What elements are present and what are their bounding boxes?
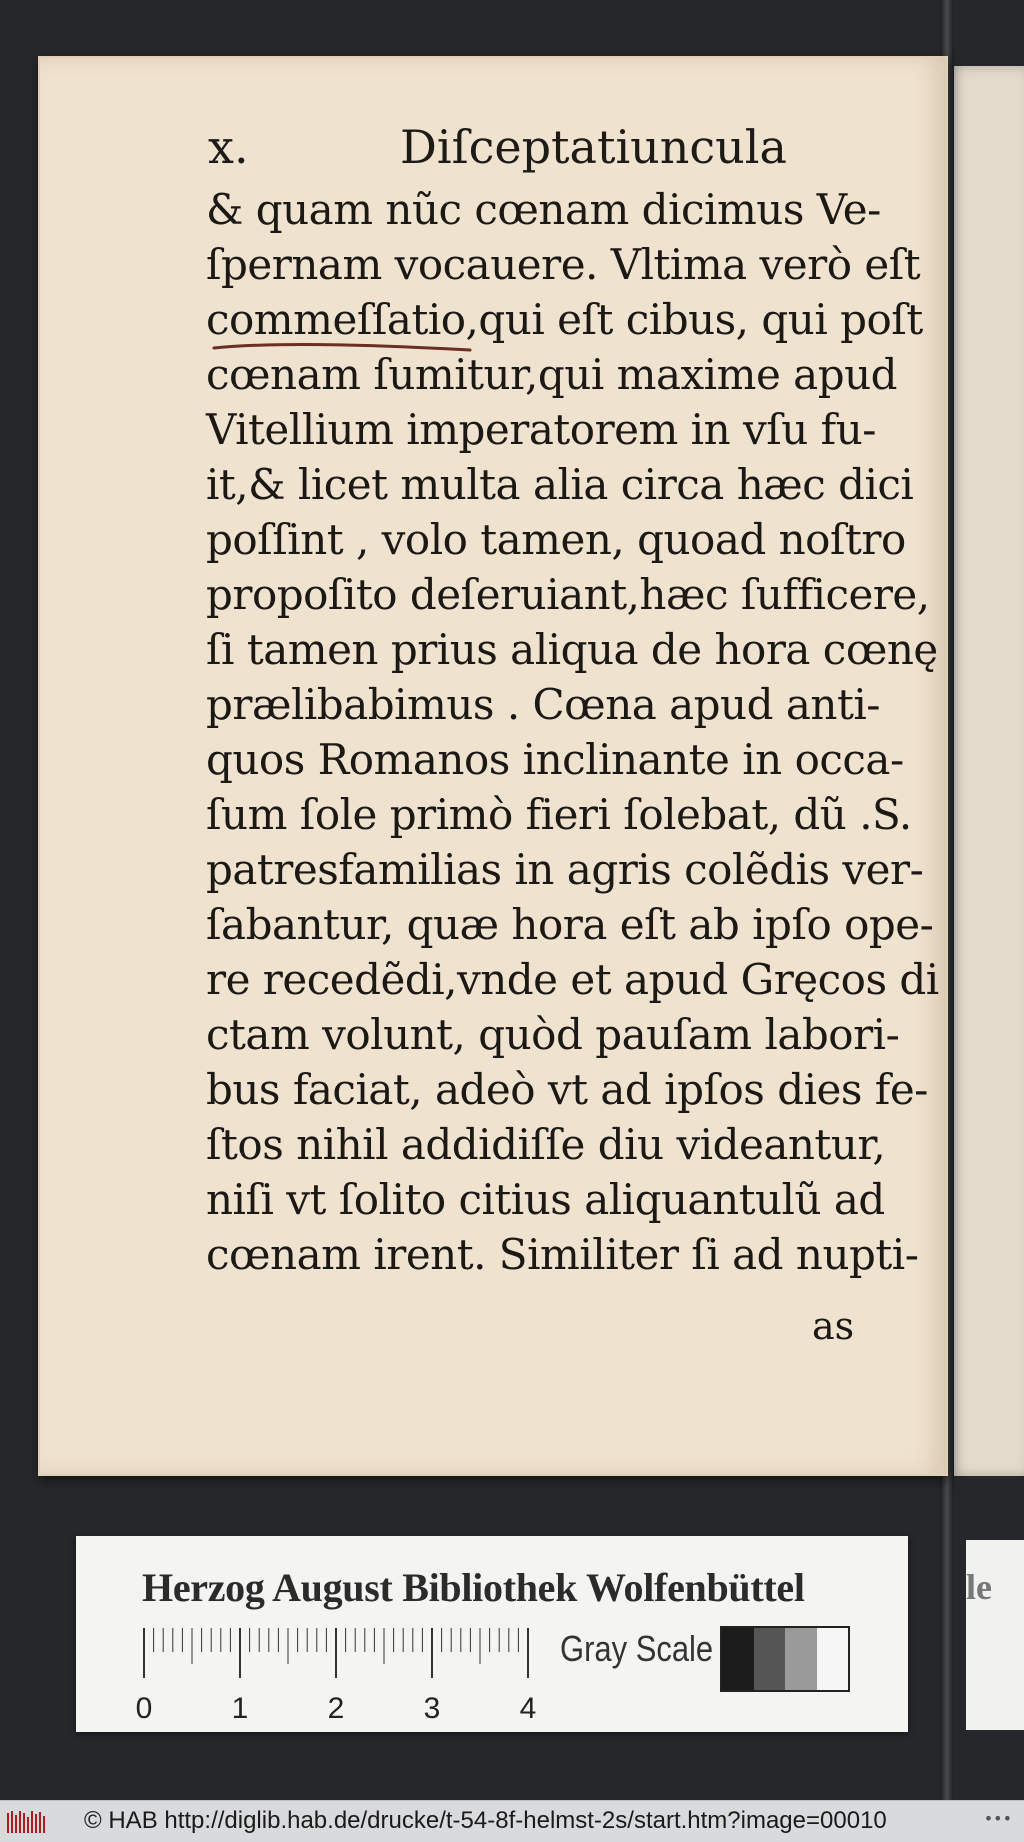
text-line: patresfamilias in agris colẽdis ver- <box>206 845 924 894</box>
facing-page-edge <box>950 66 1024 1476</box>
text-line: ctam volunt, quòd pauſam labori- <box>206 1010 900 1059</box>
text-line: cœnam irent. Similiter ſi ad nupti- <box>206 1230 919 1279</box>
text-line: Vitellium imperatorem in vſu fu- <box>206 405 876 454</box>
text-line: re recedẽdi,vnde et apud Gręcos di <box>206 955 939 1004</box>
color-target-card <box>76 1536 908 1732</box>
text-line: & quam nũc cœnam dicimus Ve- <box>206 185 881 234</box>
text-line: ſabantur, quæ hora eſt ab ipſo ope- <box>206 900 934 949</box>
text-line: niſi vt ſolito citius aliquantulũ ad <box>206 1175 885 1224</box>
page-folio: x. <box>208 120 249 174</box>
gray-swatch <box>817 1628 849 1690</box>
status-url[interactable]: © HAB http://diglib.hab.de/drucke/t-54-8f-helmst-2s/start.htm?image=00010 <box>84 1807 887 1834</box>
text-line: poſſint , volo tamen, quoad noſtro <box>206 515 906 564</box>
ruler <box>135 1628 582 1728</box>
text-line: ſum ſole primò fieri ſolebat, dũ .S. <box>206 790 912 839</box>
hab-logo-icon <box>6 1809 50 1835</box>
gray-scale-strip <box>720 1626 850 1692</box>
ruler-number: 0 <box>135 1692 153 1725</box>
text-line: ſtos nihil addidiſſe diu videantur, <box>206 1120 886 1169</box>
facing-target-card <box>966 1540 1024 1730</box>
running-head-title: Diſceptatiuncula <box>400 120 787 174</box>
gray-swatch <box>722 1628 754 1690</box>
more-icon[interactable]: ••• <box>983 1809 1012 1828</box>
text-line: cœnam ſumitur,qui maxime apud <box>206 350 898 399</box>
status-bar <box>0 1800 1024 1842</box>
ruler-number: 4 <box>519 1692 537 1725</box>
ruler-number: 2 <box>327 1692 345 1725</box>
text-block <box>206 182 939 1282</box>
ruler-number: 1 <box>231 1692 249 1725</box>
gray-scale-label: Gray Scale <box>560 1628 714 1669</box>
facing-target-text: le <box>966 1567 992 1607</box>
text-line: it,& licet multa alia circa hæc dici <box>206 460 914 509</box>
text-line: ſi tamen prius aliqua de hora cœnę <box>206 625 938 674</box>
text-line: propoſito deſeruiant,hæc ſufficere, <box>206 570 930 619</box>
text-line: quos Romanos inclinante in occa- <box>206 735 904 784</box>
library-name: Herzog August Bibliothek Wolfenbüttel <box>142 1565 805 1610</box>
text-line: ſpernam vocauere. Vltima verò eſt <box>206 240 921 289</box>
text-line: commeſſatio,qui eſt cibus, qui poſt <box>206 295 923 344</box>
gray-swatch <box>785 1628 817 1690</box>
text-line: bus faciat, adeò vt ad ipſos dies fe- <box>206 1065 928 1114</box>
text-line: prælibabimus . Cœna apud anti- <box>206 680 880 729</box>
ruler-number: 3 <box>423 1692 441 1725</box>
gray-swatch <box>754 1628 786 1690</box>
catchword: as <box>812 1304 855 1348</box>
